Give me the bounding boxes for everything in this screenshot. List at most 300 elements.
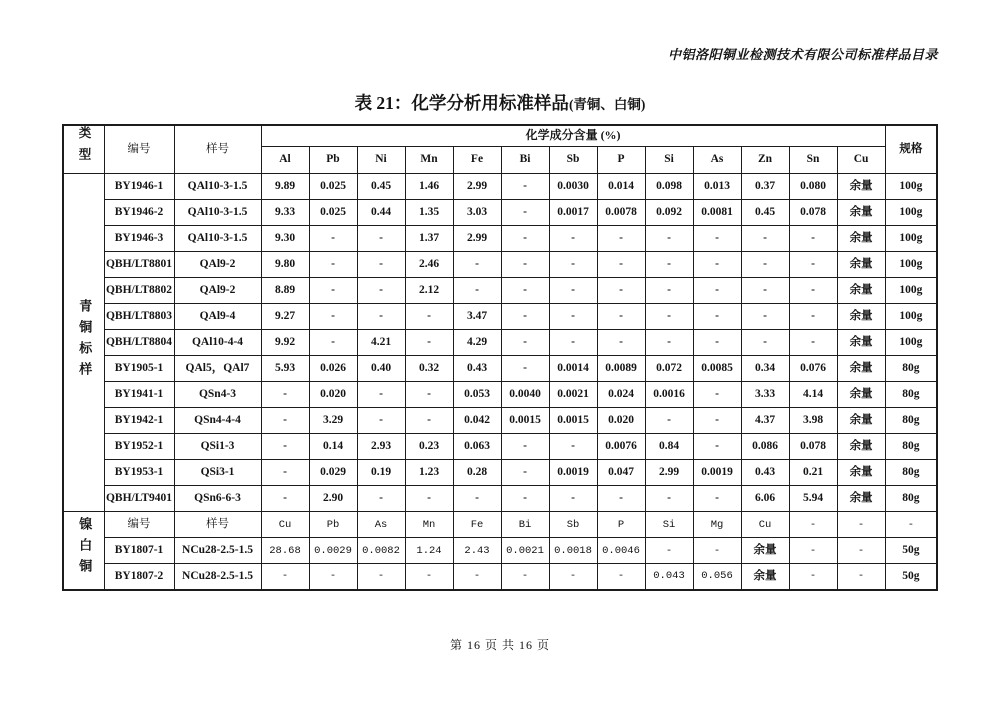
cell-value: - bbox=[309, 278, 357, 304]
cell-sample: QAl10-3-1.5 bbox=[174, 200, 261, 226]
element-header-cu: Cu bbox=[837, 146, 885, 174]
cell-value: 6.06 bbox=[741, 486, 789, 512]
cell-spec: 50g bbox=[885, 564, 937, 590]
cell-value: 余量 bbox=[837, 486, 885, 512]
page-title-main: 表 21：化学分析用标准样品 bbox=[354, 93, 569, 113]
cell-value: 0.072 bbox=[645, 356, 693, 382]
cell-value: 0.43 bbox=[741, 460, 789, 486]
cell-value: - bbox=[693, 486, 741, 512]
cell-value: - bbox=[405, 408, 453, 434]
cell-value: - bbox=[645, 304, 693, 330]
element-header-zn: Zn bbox=[741, 146, 789, 174]
cell-value: - bbox=[645, 486, 693, 512]
subheader-element: Bi bbox=[501, 512, 549, 538]
cell-value: - bbox=[597, 252, 645, 278]
cell-value: - bbox=[789, 226, 837, 252]
subheader-row bbox=[63, 512, 937, 538]
cell-value: - bbox=[357, 252, 405, 278]
cell-value: 0.0085 bbox=[693, 356, 741, 382]
cell-value: 0.0015 bbox=[549, 408, 597, 434]
cell-value: - bbox=[357, 382, 405, 408]
table-row bbox=[63, 486, 937, 512]
cell-value: - bbox=[789, 564, 837, 590]
cell-value: - bbox=[501, 564, 549, 590]
cell-value: 0.078 bbox=[789, 200, 837, 226]
cell-value: 0.44 bbox=[357, 200, 405, 226]
subheader-sample: 样号 bbox=[174, 512, 261, 538]
cell-value: 0.28 bbox=[453, 460, 501, 486]
cell-value: 0.14 bbox=[309, 434, 357, 460]
cell-value: - bbox=[693, 226, 741, 252]
cell-value: 3.98 bbox=[789, 408, 837, 434]
subheader-element: Si bbox=[645, 512, 693, 538]
cell-code: BY1807-2 bbox=[104, 564, 174, 590]
cell-value: 0.0019 bbox=[549, 460, 597, 486]
cell-value: - bbox=[693, 278, 741, 304]
cell-value: 4.21 bbox=[357, 330, 405, 356]
element-header-ni: Ni bbox=[357, 146, 405, 174]
cell-sample: QSi1-3 bbox=[174, 434, 261, 460]
cell-value: - bbox=[453, 252, 501, 278]
cell-value: 4.14 bbox=[789, 382, 837, 408]
cell-code: QBH/LT8802 bbox=[104, 278, 174, 304]
cell-value: 5.94 bbox=[789, 486, 837, 512]
subheader-element: Mg bbox=[693, 512, 741, 538]
cell-value: 余量 bbox=[837, 382, 885, 408]
cell-sample: QAl9-4 bbox=[174, 304, 261, 330]
cell-value: 余量 bbox=[837, 226, 885, 252]
cell-value: - bbox=[549, 252, 597, 278]
cell-value: 0.0018 bbox=[549, 538, 597, 564]
table-row bbox=[63, 356, 937, 382]
type-column-header bbox=[63, 125, 104, 174]
subheader-element: - bbox=[789, 512, 837, 538]
cell-value: 9.30 bbox=[261, 226, 309, 252]
subheader-element: As bbox=[357, 512, 405, 538]
cell-value: - bbox=[789, 330, 837, 356]
cell-value: - bbox=[549, 434, 597, 460]
cell-value: 0.43 bbox=[453, 356, 501, 382]
cell-sample: QAl10-3-1.5 bbox=[174, 226, 261, 252]
cell-spec: 80g bbox=[885, 460, 937, 486]
cell-value: 0.014 bbox=[597, 174, 645, 200]
cell-value: - bbox=[501, 304, 549, 330]
type-label-nickel bbox=[63, 512, 104, 590]
cell-value: - bbox=[309, 330, 357, 356]
cell-value: - bbox=[741, 252, 789, 278]
cell-value: - bbox=[645, 252, 693, 278]
cell-value: 0.029 bbox=[309, 460, 357, 486]
cell-code: QBH/LT8801 bbox=[104, 252, 174, 278]
cell-value: 5.93 bbox=[261, 356, 309, 382]
cell-value: - bbox=[453, 486, 501, 512]
cell-value: 0.024 bbox=[597, 382, 645, 408]
cell-value: - bbox=[645, 330, 693, 356]
cell-value: 余量 bbox=[837, 408, 885, 434]
cell-sample: QAl10-3-1.5 bbox=[174, 174, 261, 200]
cell-value: - bbox=[405, 486, 453, 512]
cell-value: 1.46 bbox=[405, 174, 453, 200]
cell-value: - bbox=[837, 538, 885, 564]
cell-spec: 50g bbox=[885, 538, 937, 564]
cell-spec: 80g bbox=[885, 356, 937, 382]
subheader-element: P bbox=[597, 512, 645, 538]
cell-value: - bbox=[549, 330, 597, 356]
element-header-as: As bbox=[693, 146, 741, 174]
type-label-nickel-text: 镍白铜 bbox=[77, 516, 93, 580]
document-header: 中铝洛阳铜业检测技术有限公司标准样品目录 bbox=[667, 47, 938, 62]
cell-value: 0.0082 bbox=[357, 538, 405, 564]
cell-value: 9.27 bbox=[261, 304, 309, 330]
cell-value: - bbox=[261, 434, 309, 460]
cell-value: 0.0089 bbox=[597, 356, 645, 382]
element-header-al: Al bbox=[261, 146, 309, 174]
cell-value: 余量 bbox=[837, 434, 885, 460]
cell-value: - bbox=[645, 538, 693, 564]
cell-value: 0.19 bbox=[357, 460, 405, 486]
cell-value: - bbox=[453, 564, 501, 590]
subheader-code: 编号 bbox=[104, 512, 174, 538]
cell-sample: NCu28-2.5-1.5 bbox=[174, 564, 261, 590]
cell-value: 0.0019 bbox=[693, 460, 741, 486]
cell-value: - bbox=[597, 278, 645, 304]
cell-value: - bbox=[357, 486, 405, 512]
page-title bbox=[0, 90, 1000, 115]
cell-sample: QAl9-2 bbox=[174, 278, 261, 304]
cell-sample: QSn4-3 bbox=[174, 382, 261, 408]
cell-value: 3.29 bbox=[309, 408, 357, 434]
composition-header: 化学成分含量 (%) bbox=[261, 125, 885, 146]
cell-value: - bbox=[261, 564, 309, 590]
subheader-element: Cu bbox=[741, 512, 789, 538]
cell-sample: QAl10-4-4 bbox=[174, 330, 261, 356]
cell-value: 0.40 bbox=[357, 356, 405, 382]
cell-spec: 100g bbox=[885, 174, 937, 200]
cell-value: 0.0021 bbox=[501, 538, 549, 564]
cell-value: 1.23 bbox=[405, 460, 453, 486]
cell-value: 0.0046 bbox=[597, 538, 645, 564]
table-row bbox=[63, 174, 937, 200]
cell-value: - bbox=[741, 226, 789, 252]
cell-value: 4.37 bbox=[741, 408, 789, 434]
cell-value: - bbox=[501, 486, 549, 512]
cell-value: 0.092 bbox=[645, 200, 693, 226]
cell-value: - bbox=[501, 252, 549, 278]
cell-value: - bbox=[357, 304, 405, 330]
cell-value: 2.12 bbox=[405, 278, 453, 304]
cell-value: - bbox=[309, 564, 357, 590]
type-column-header-text: 类型 bbox=[76, 126, 91, 169]
cell-value: - bbox=[357, 226, 405, 252]
cell-spec: 80g bbox=[885, 486, 937, 512]
cell-value: - bbox=[261, 460, 309, 486]
cell-value: - bbox=[693, 330, 741, 356]
cell-value: - bbox=[693, 434, 741, 460]
cell-code: BY1941-1 bbox=[104, 382, 174, 408]
subheader-element: Pb bbox=[309, 512, 357, 538]
cell-spec: 80g bbox=[885, 408, 937, 434]
cell-value: - bbox=[549, 304, 597, 330]
cell-spec: 100g bbox=[885, 304, 937, 330]
cell-value: - bbox=[405, 330, 453, 356]
cell-value: - bbox=[501, 460, 549, 486]
cell-value: - bbox=[501, 330, 549, 356]
table-row bbox=[63, 200, 937, 226]
table-row bbox=[63, 330, 937, 356]
cell-value: 0.056 bbox=[693, 564, 741, 590]
table-row bbox=[63, 252, 937, 278]
cell-value: 0.078 bbox=[789, 434, 837, 460]
cell-code: BY1905-1 bbox=[104, 356, 174, 382]
cell-spec: 100g bbox=[885, 278, 937, 304]
cell-value: 0.84 bbox=[645, 434, 693, 460]
cell-value: 0.043 bbox=[645, 564, 693, 590]
cell-value: 0.21 bbox=[789, 460, 837, 486]
cell-code: BY1952-1 bbox=[104, 434, 174, 460]
cell-value: 2.99 bbox=[453, 174, 501, 200]
cell-value: 2.93 bbox=[357, 434, 405, 460]
cell-sample: QSi3-1 bbox=[174, 460, 261, 486]
cell-sample: QSn6-6-3 bbox=[174, 486, 261, 512]
cell-value: - bbox=[693, 382, 741, 408]
cell-value: 0.0017 bbox=[549, 200, 597, 226]
cell-code: BY1946-3 bbox=[104, 226, 174, 252]
cell-value: - bbox=[741, 330, 789, 356]
cell-value: 0.020 bbox=[309, 382, 357, 408]
cell-value: 余量 bbox=[837, 174, 885, 200]
cell-value: 余量 bbox=[837, 330, 885, 356]
cell-sample: QAl9-2 bbox=[174, 252, 261, 278]
cell-value: 0.0078 bbox=[597, 200, 645, 226]
cell-value: 0.025 bbox=[309, 174, 357, 200]
cell-value: - bbox=[645, 278, 693, 304]
cell-value: 0.0076 bbox=[597, 434, 645, 460]
table-row bbox=[63, 460, 937, 486]
cell-value: 0.45 bbox=[357, 174, 405, 200]
cell-code: QBH/LT8803 bbox=[104, 304, 174, 330]
cell-value: - bbox=[597, 226, 645, 252]
table-row bbox=[63, 278, 937, 304]
cell-spec: 100g bbox=[885, 200, 937, 226]
cell-value: 余量 bbox=[741, 538, 789, 564]
cell-value: 0.34 bbox=[741, 356, 789, 382]
cell-value: 2.90 bbox=[309, 486, 357, 512]
cell-value: 0.0021 bbox=[549, 382, 597, 408]
cell-value: 0.0081 bbox=[693, 200, 741, 226]
cell-value: - bbox=[501, 278, 549, 304]
cell-value: - bbox=[789, 252, 837, 278]
cell-value: - bbox=[261, 486, 309, 512]
cell-value: 2.99 bbox=[645, 460, 693, 486]
cell-code: QBH/LT9401 bbox=[104, 486, 174, 512]
cell-value: 4.29 bbox=[453, 330, 501, 356]
page-footer: 第 16 页 共 16 页 bbox=[449, 638, 550, 652]
spec-column-header: 规格 bbox=[885, 125, 937, 174]
cell-value: 0.080 bbox=[789, 174, 837, 200]
cell-value: 0.098 bbox=[645, 174, 693, 200]
element-header-mn: Mn bbox=[405, 146, 453, 174]
cell-value: - bbox=[597, 486, 645, 512]
cell-value: 0.026 bbox=[309, 356, 357, 382]
cell-value: 1.24 bbox=[405, 538, 453, 564]
cell-code: QBH/LT8804 bbox=[104, 330, 174, 356]
cell-value: - bbox=[549, 564, 597, 590]
cell-value: - bbox=[789, 304, 837, 330]
cell-value: 0.37 bbox=[741, 174, 789, 200]
element-header-sb: Sb bbox=[549, 146, 597, 174]
cell-value: 0.047 bbox=[597, 460, 645, 486]
cell-value: - bbox=[645, 226, 693, 252]
cell-value: 0.0029 bbox=[309, 538, 357, 564]
cell-value: 余量 bbox=[837, 460, 885, 486]
element-header-sn: Sn bbox=[789, 146, 837, 174]
cell-value: - bbox=[501, 174, 549, 200]
cell-value: 0.076 bbox=[789, 356, 837, 382]
cell-value: - bbox=[357, 408, 405, 434]
cell-value: - bbox=[549, 226, 597, 252]
type-label-bronze bbox=[63, 174, 104, 512]
cell-value: 3.47 bbox=[453, 304, 501, 330]
subheader-element: Mn bbox=[405, 512, 453, 538]
cell-value: - bbox=[549, 486, 597, 512]
cell-value: - bbox=[501, 200, 549, 226]
cell-value: - bbox=[597, 330, 645, 356]
cell-sample: QAl5，QAl7 bbox=[174, 356, 261, 382]
cell-value: - bbox=[405, 564, 453, 590]
cell-value: 28.68 bbox=[261, 538, 309, 564]
cell-spec: 100g bbox=[885, 252, 937, 278]
cell-value: 9.33 bbox=[261, 200, 309, 226]
cell-value: 0.053 bbox=[453, 382, 501, 408]
cell-value: - bbox=[357, 564, 405, 590]
cell-value: 余量 bbox=[837, 252, 885, 278]
cell-value: 0.020 bbox=[597, 408, 645, 434]
table-row bbox=[63, 408, 937, 434]
element-header-p: P bbox=[597, 146, 645, 174]
cell-value: 0.063 bbox=[453, 434, 501, 460]
cell-value: 3.03 bbox=[453, 200, 501, 226]
table-row bbox=[63, 382, 937, 408]
cell-value: 0.0040 bbox=[501, 382, 549, 408]
cell-value: - bbox=[789, 538, 837, 564]
cell-value: - bbox=[261, 408, 309, 434]
cell-value: - bbox=[597, 564, 645, 590]
cell-value: - bbox=[357, 278, 405, 304]
cell-value: - bbox=[837, 564, 885, 590]
cell-value: 余量 bbox=[837, 356, 885, 382]
cell-value: 余量 bbox=[741, 564, 789, 590]
cell-value: 0.45 bbox=[741, 200, 789, 226]
cell-code: BY1946-2 bbox=[104, 200, 174, 226]
page-title-paren: (青铜、白铜) bbox=[568, 97, 646, 112]
cell-value: 0.0030 bbox=[549, 174, 597, 200]
table-row bbox=[63, 564, 937, 590]
cell-value: - bbox=[693, 408, 741, 434]
cell-value: 2.46 bbox=[405, 252, 453, 278]
cell-sample: QSn4-4-4 bbox=[174, 408, 261, 434]
table-row bbox=[63, 304, 937, 330]
cell-spec: 100g bbox=[885, 330, 937, 356]
cell-value: 0.086 bbox=[741, 434, 789, 460]
cell-value: 0.0016 bbox=[645, 382, 693, 408]
element-header-si: Si bbox=[645, 146, 693, 174]
cell-value: 0.013 bbox=[693, 174, 741, 200]
cell-value: 0.0014 bbox=[549, 356, 597, 382]
cell-value: 0.32 bbox=[405, 356, 453, 382]
cell-value: - bbox=[693, 538, 741, 564]
cell-value: - bbox=[309, 226, 357, 252]
cell-value: - bbox=[501, 356, 549, 382]
cell-value: - bbox=[501, 434, 549, 460]
cell-value: 余量 bbox=[837, 200, 885, 226]
cell-value: - bbox=[597, 304, 645, 330]
cell-sample: NCu28-2.5-1.5 bbox=[174, 538, 261, 564]
code-column-header: 编号 bbox=[104, 125, 174, 174]
cell-value: - bbox=[453, 278, 501, 304]
cell-value: 1.35 bbox=[405, 200, 453, 226]
table-row bbox=[63, 538, 937, 564]
cell-value: - bbox=[501, 226, 549, 252]
subheader-spec: - bbox=[885, 512, 937, 538]
cell-value: - bbox=[693, 252, 741, 278]
cell-value: 1.37 bbox=[405, 226, 453, 252]
cell-value: 8.89 bbox=[261, 278, 309, 304]
cell-value: - bbox=[405, 382, 453, 408]
type-label-bronze-text: 青铜标样 bbox=[77, 298, 93, 383]
cell-value: 余量 bbox=[837, 304, 885, 330]
cell-value: - bbox=[261, 382, 309, 408]
cell-value: 2.43 bbox=[453, 538, 501, 564]
subheader-element: - bbox=[837, 512, 885, 538]
cell-value: 0.025 bbox=[309, 200, 357, 226]
cell-value: 3.33 bbox=[741, 382, 789, 408]
cell-value: 2.99 bbox=[453, 226, 501, 252]
element-header-pb: Pb bbox=[309, 146, 357, 174]
cell-value: - bbox=[405, 304, 453, 330]
cell-value: 0.042 bbox=[453, 408, 501, 434]
cell-value: - bbox=[309, 304, 357, 330]
cell-value: 余量 bbox=[837, 278, 885, 304]
cell-code: BY1942-1 bbox=[104, 408, 174, 434]
subheader-element: Cu bbox=[261, 512, 309, 538]
cell-value: - bbox=[549, 278, 597, 304]
cell-value: 9.89 bbox=[261, 174, 309, 200]
table-row bbox=[63, 226, 937, 252]
subheader-element: Fe bbox=[453, 512, 501, 538]
cell-value: 9.92 bbox=[261, 330, 309, 356]
cell-code: BY1953-1 bbox=[104, 460, 174, 486]
cell-spec: 100g bbox=[885, 226, 937, 252]
cell-spec: 80g bbox=[885, 382, 937, 408]
table-row bbox=[63, 434, 937, 460]
cell-value: 0.23 bbox=[405, 434, 453, 460]
cell-value: 9.80 bbox=[261, 252, 309, 278]
cell-code: BY1807-1 bbox=[104, 538, 174, 564]
cell-value: - bbox=[741, 304, 789, 330]
cell-value: - bbox=[693, 304, 741, 330]
cell-value: - bbox=[309, 252, 357, 278]
standards-table bbox=[62, 124, 938, 591]
cell-code: BY1946-1 bbox=[104, 174, 174, 200]
element-header-fe: Fe bbox=[453, 146, 501, 174]
subheader-element: Sb bbox=[549, 512, 597, 538]
cell-value: 0.0015 bbox=[501, 408, 549, 434]
cell-value: - bbox=[741, 278, 789, 304]
cell-spec: 80g bbox=[885, 434, 937, 460]
cell-value: - bbox=[645, 408, 693, 434]
element-header-bi: Bi bbox=[501, 146, 549, 174]
sample-column-header: 样号 bbox=[174, 125, 261, 174]
